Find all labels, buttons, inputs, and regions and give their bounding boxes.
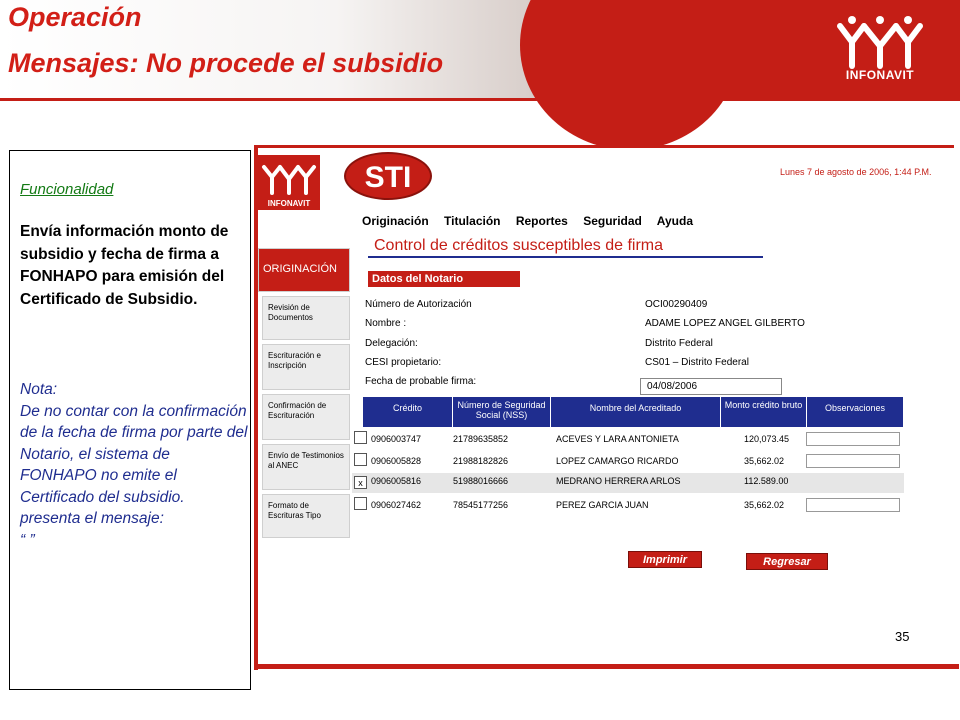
cell-nombre: PEREZ GARCIA JUAN <box>556 500 649 510</box>
logo-text: INFONAVIT <box>845 68 915 82</box>
header-divider <box>0 98 960 101</box>
section-title: Control de créditos susceptibles de firma <box>374 237 664 254</box>
fecha-firma-input[interactable]: 04/08/2006 <box>640 378 782 395</box>
section-underline <box>368 256 763 258</box>
cell-nss: 51988016666 <box>453 476 509 486</box>
field-label-fecha: Fecha de probable firma: <box>365 376 477 387</box>
th-nombre: Nombre del Acreditado <box>551 397 721 427</box>
cell-nss: 21988182826 <box>453 456 509 466</box>
observaciones-input[interactable] <box>806 498 900 512</box>
cell-credito: 0906005828 <box>371 456 422 466</box>
menu-reportes[interactable]: Reportes <box>515 214 568 228</box>
main-menu <box>362 214 705 228</box>
field-value-cesi: CS01 – Distrito Federal <box>645 357 749 368</box>
menu-seguridad[interactable]: Seguridad <box>583 214 642 228</box>
cell-nss: 78545177256 <box>453 500 509 510</box>
field-label-delegacion: Delegación: <box>365 338 418 349</box>
field-label-nombre: Nombre : <box>365 318 407 329</box>
menu-titulacion[interactable]: Titulación <box>444 214 501 228</box>
note-text: Nota: De no contar con la confirmación de la fecha de firma por parte del Notario, el sistema de FONHAPO no emite el Certificado del subsidio. presenta el mensaje: “ ” <box>20 381 248 549</box>
observaciones-input[interactable] <box>806 432 900 446</box>
functionality-text: Envía información monto de subsidio y fecha de firma a FONHAPO para emisión del Certificado de Subsidio. <box>20 223 229 308</box>
cell-nombre: LOPEZ CAMARGO RICARDO <box>556 456 679 466</box>
menu-ayuda[interactable]: Ayuda <box>656 214 693 228</box>
current-date: Lunes 7 de agosto de 2006, 1:44 P.M. <box>780 167 932 177</box>
observaciones-input[interactable] <box>806 454 900 468</box>
functionality-title: Funcionalidad <box>20 181 114 198</box>
cell-monto: 112.589.00 <box>744 476 789 486</box>
cell-nombre: ACEVES Y LARA ANTONIETA <box>556 434 679 444</box>
slide-subtitle: Mensajes: No procede el subsidio <box>8 48 444 78</box>
table-row <box>352 453 904 473</box>
row-checkbox[interactable]: x <box>354 476 367 489</box>
nav-envio-testimonios[interactable]: Envío de Testimonios al ANEC <box>262 444 350 490</box>
table-header <box>363 397 903 427</box>
app-logo-text: INFONAVIT <box>267 199 311 208</box>
menu-originacion[interactable]: Originación <box>362 214 429 228</box>
cell-nss: 21789635852 <box>453 434 509 444</box>
cell-credito: 0906003747 <box>371 434 422 444</box>
print-button[interactable]: Imprimir <box>628 551 702 568</box>
cell-credito: 0906027462 <box>371 500 422 510</box>
th-observaciones: Observaciones <box>824 403 886 413</box>
field-value-nombre: ADAME LOPEZ ANGEL GILBERTO <box>645 318 805 329</box>
cell-monto: 35,662.02 <box>744 500 785 510</box>
field-label-cesi: CESI propietario: <box>365 357 442 368</box>
nav-confirmacion-escrituracion[interactable]: Confirmación de Escrituración <box>262 394 350 440</box>
field-label-autorizacion: Número de Autorización <box>365 299 472 310</box>
app-top-border <box>254 145 954 148</box>
table-row <box>352 431 904 451</box>
row-checkbox[interactable] <box>354 431 367 444</box>
back-button[interactable]: Regresar <box>746 553 828 570</box>
nav-formato-escrituras[interactable]: Formato de Escrituras Tipo <box>262 494 350 538</box>
table-row-selected <box>352 473 904 493</box>
cell-credito: 0906005816 <box>371 476 422 486</box>
th-nss: Número de Seguridad Social (NSS) <box>453 397 551 427</box>
field-value-delegacion: Distrito Federal <box>645 338 713 349</box>
row-checkbox[interactable] <box>354 497 367 510</box>
sti-brand: STI <box>344 152 432 200</box>
datos-notario-header: Datos del Notario <box>368 271 520 287</box>
functionality-panel <box>9 150 251 690</box>
nav-originacion[interactable]: ORIGINACIÓN <box>258 248 350 292</box>
slide-title: Operación <box>8 2 142 32</box>
row-checkbox[interactable] <box>354 453 367 466</box>
cell-monto: 120,073.45 <box>744 434 790 444</box>
cell-nombre: MEDRANO HERRERA ARLOS <box>556 476 681 486</box>
page-number: 35 <box>895 629 910 644</box>
nav-escrituracion-inscripcion[interactable]: Escrituración e Inscripción <box>262 344 350 390</box>
th-credito: Crédito <box>363 397 453 427</box>
app-bottom-border <box>254 664 959 669</box>
cell-monto: 35,662.02 <box>744 456 785 466</box>
field-value-autorizacion: OCI00290409 <box>645 299 708 310</box>
side-nav <box>258 248 350 540</box>
nav-revision-documentos[interactable]: Revisión de Documentos <box>262 296 350 340</box>
table-row <box>352 497 904 517</box>
th-monto: Monto crédito bruto <box>721 397 807 427</box>
